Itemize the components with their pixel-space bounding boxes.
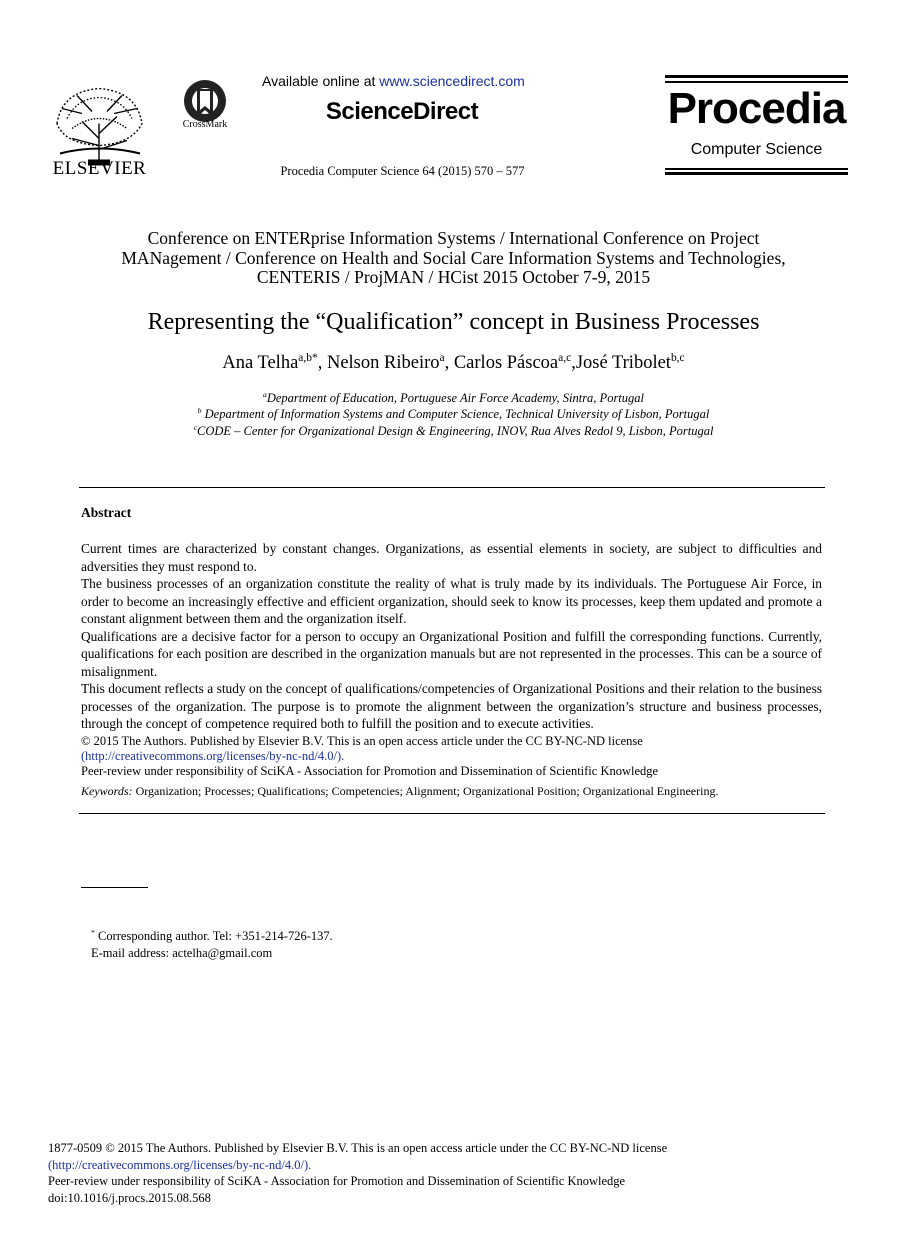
doi: doi:10.1016/j.procs.2015.08.568 [48,1190,211,1205]
abstract-heading: Abstract [81,505,132,520]
abstract-paragraph: This document reflects a study on the concept of qualifications/competencies of Organizational Positions and their relation to the business processes of the organization. The purpose is to promote the alignment between the organization’s structure and business processes, through the concept of competence required both to fulfill the position and to execute activities. [81,681,822,731]
author-name: José Tribolet [575,353,671,373]
publication-info [48,1140,848,1206]
sciencedirect-wordmark: ScienceDirect [325,98,479,125]
footnote-rule [81,887,148,888]
copyright-notice [81,734,822,764]
author-list [40,353,867,374]
elsevier-wordmark: ELSEVIER [52,158,147,179]
affiliation-text: Department of Education, Portuguese Air Force Academy, Sintra, Portugal [266,391,645,405]
author-email: E-mail address: actelha@gmail.com [91,945,273,960]
affiliation-mark: c [193,422,198,432]
procedia-logo [665,75,848,175]
peer-review-notice: Peer-review under responsibility of SciKA - Association for Promotion and Dissemination of Scientific Knowledge [81,764,659,778]
paper-title: Representing the “Qualification” concept in Business Processes [147,309,760,335]
logo-rule [665,168,848,170]
author-separator: , [571,353,576,373]
bottom-peer-review: Peer-review under responsibility of SciKA - Association for Promotion and Dissemination of Scientific Knowledge [48,1174,626,1188]
affiliation-mark: b [197,405,202,415]
author-affil-mark: a [439,351,445,364]
section-divider [79,487,825,488]
journal-reference: Procedia Computer Science 64 (2015) 570 – 577 [280,164,525,178]
affiliation-text: CODE – Center for Organizational Design & Engineering, INOV, Rua Alves Redol 9, Lisbon, Portugal [197,424,714,438]
procedia-wordmark: Procedia [667,84,846,133]
abstract-paragraph: Current times are characterized by constant changes. Organizations, as essential elements in society, are subject to difficulties and adversities they must respond to. [81,541,822,574]
author-name: Carlos Páscoa [453,353,559,373]
author-affil-mark: b,c [670,351,685,364]
author-affil-mark: a,b* [298,351,318,364]
abstract-paragraph: Qualifications are a decisive factor for a person to occupy an Organizational Position and fulfill the corresponding functions. Currently, qualifications for each position are described in the organization manuals but are not represented in the processes. This can be a source of misalignment. [81,628,822,679]
author-separator: , [444,353,454,373]
footnote [91,928,591,961]
sciencedirect-link[interactable]: www.sciencedirect.com [379,73,525,89]
affiliation [40,407,867,422]
affiliation-mark: a [262,389,267,399]
affiliation [40,424,867,439]
author-name: Nelson Ribeiro [326,353,440,373]
bottom-license-link[interactable]: (http://creativecommons.org/licenses/by-nc-nd/4.0/). [48,1157,312,1172]
footnote-mark: * [91,927,95,937]
abstract-body [81,540,822,733]
affiliation [40,391,867,406]
procedia-subtitle: Computer Science [690,141,823,158]
conference-line: MANagement / Conference on Health and Social Care Information Systems and Technologies, [121,247,786,268]
author-name: Ana Telha [222,353,299,373]
corresponding-author: Corresponding author. Tel: +351-214-726-137. [94,929,333,943]
logo-rule [665,81,848,83]
affiliation-text: Department of Information Systems and Computer Science, Technical University of Lisbon, Portugal [201,407,710,421]
abstract-paragraph: The business processes of an organization constitute the reality of what is truly made by its individuals. The Portuguese Air Force, in order to become an increasingly effective and efficient organization, should seek to know its processes, keep them updated and promote a constant alignment between them and the organization itself. [81,576,822,626]
available-online-prefix: Available online at [262,73,380,89]
license-link[interactable]: (http://creativecommons.org/licenses/by-nc-nd/4.0/). [81,749,345,763]
logo-rule [665,75,848,78]
conference-line: CENTERIS / ProjMAN / HCist 2015 October 7-9, 2015 [256,267,651,287]
conference-line: Conference on ENTERprise Information Systems / International Conference on Project [147,228,760,248]
logo-rule [665,172,848,175]
keywords-list: Organization; Processes; Qualifications; Competencies; Alignment; Organizational Position; Organizational Engineering. [132,784,719,798]
keywords [81,784,822,799]
conference-name [60,229,847,288]
available-online [262,73,552,89]
crossmark-label: CrossMark [182,119,228,130]
section-divider [79,813,825,814]
keywords-label: Keywords: [81,784,133,798]
issn-license: 1877-0509 © 2015 The Authors. Published by Elsevier B.V. This is an open access article under the CC BY-NC-ND license [48,1141,668,1155]
copyright-text: © 2015 The Authors. Published by Elsevier B.V. This is an open access article under the CC BY-NC-ND license [81,734,643,748]
author-affil-mark: a,c [558,351,572,364]
author-separator: , [317,353,327,373]
